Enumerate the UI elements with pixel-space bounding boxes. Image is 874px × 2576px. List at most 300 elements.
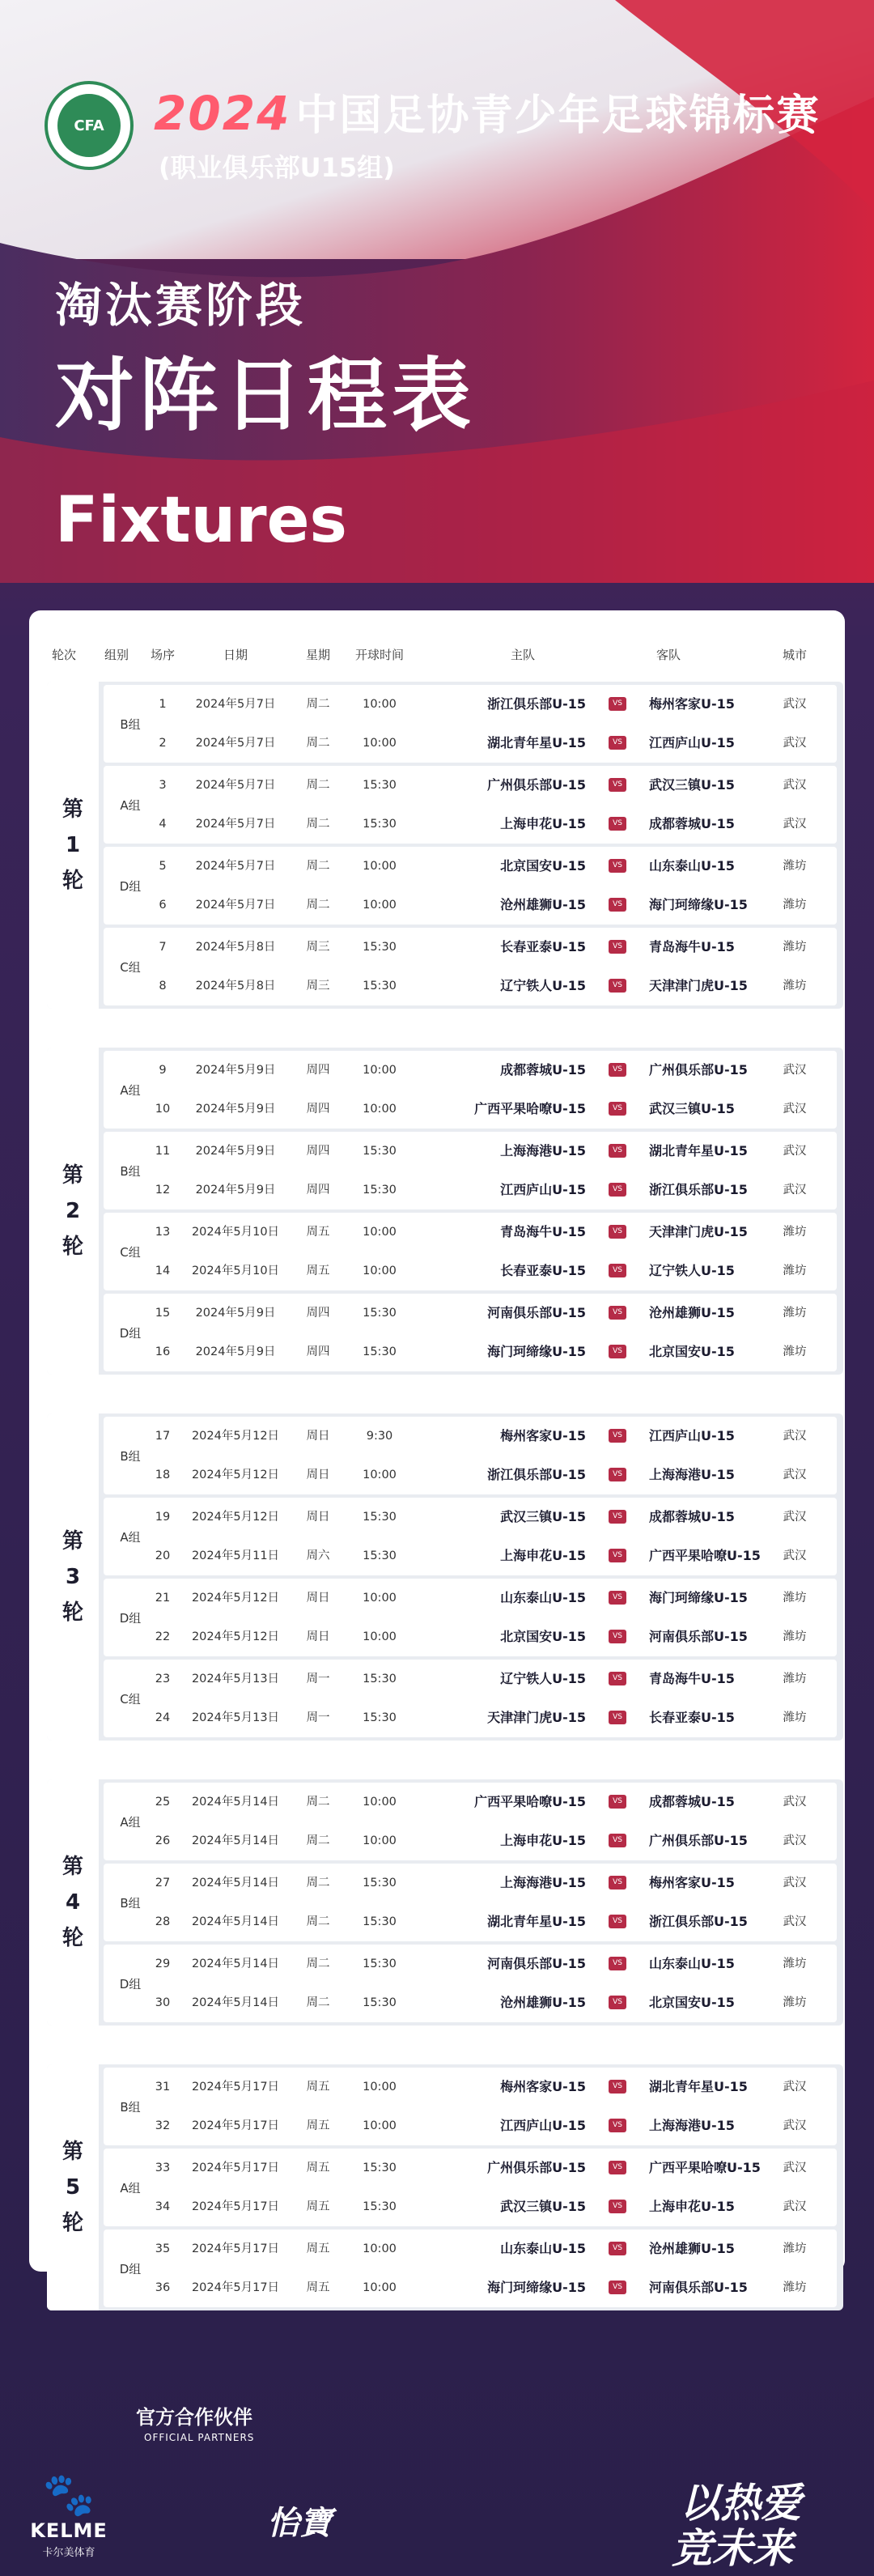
- match-weekday: 周三: [306, 980, 330, 993]
- match-date: 2024年5月9日: [195, 1184, 276, 1197]
- round-label-char: 1: [65, 833, 81, 857]
- match-date: 2024年5月14日: [191, 1796, 280, 1809]
- match-number: 1: [159, 698, 167, 711]
- group-block: [104, 1579, 837, 1656]
- away-team: 成都蓉城U-15: [649, 1794, 735, 1809]
- group-name: D组: [119, 2261, 142, 2276]
- away-team: 浙江俱乐部U-15: [649, 1914, 748, 1929]
- match-number: 29: [155, 1958, 171, 1970]
- match-date: 2024年5月10日: [191, 1226, 280, 1239]
- vs-badge: VS: [609, 979, 626, 993]
- kickoff-time: 15:30: [363, 980, 397, 993]
- home-team: 广州俱乐部U-15: [487, 2160, 586, 2175]
- column-header: 主队: [510, 648, 536, 662]
- away-team: 湖北青年星U-15: [649, 2079, 748, 2094]
- group-block: [104, 2230, 837, 2307]
- group-name: D组: [119, 1325, 142, 1341]
- match-row: [104, 685, 837, 724]
- column-header: 日期: [223, 648, 248, 662]
- match-row: [104, 1698, 837, 1737]
- match-city: 潍坊: [783, 2242, 807, 2255]
- home-team: 江西庐山U-15: [500, 2118, 586, 2133]
- match-date: 2024年5月13日: [191, 1673, 280, 1685]
- vs-badge: VS: [609, 1468, 626, 1481]
- group-name: B组: [120, 716, 141, 732]
- kickoff-time: 15:30: [363, 1996, 397, 2009]
- kickoff-time: 10:00: [363, 698, 397, 711]
- match-row: [104, 766, 837, 805]
- match-row: [104, 1090, 837, 1129]
- round-label-char: 第: [62, 1163, 83, 1188]
- match-weekday: 周五: [306, 2242, 330, 2255]
- vs-badge: VS: [609, 778, 626, 792]
- away-team: 长春亚泰U-15: [649, 1710, 735, 1725]
- match-number: 13: [155, 1226, 171, 1239]
- away-team: 广西平果哈嘹U-15: [649, 1548, 761, 1563]
- vs-badge: VS: [609, 2200, 626, 2213]
- match-row: [104, 1660, 837, 1698]
- away-team: 武汉三镇U-15: [649, 1101, 735, 1116]
- match-city: 潍坊: [783, 1592, 807, 1605]
- group-name: D组: [119, 1976, 142, 1992]
- kickoff-time: 15:30: [363, 779, 397, 792]
- match-date: 2024年5月17日: [191, 2119, 280, 2132]
- home-team: 长春亚泰U-15: [500, 1263, 586, 1278]
- home-team: 北京国安U-15: [500, 1629, 586, 1644]
- away-team: 成都蓉城U-15: [649, 1509, 735, 1524]
- match-number: 32: [155, 2119, 171, 2132]
- round-label-char: 3: [65, 1565, 81, 1589]
- home-team: 海门珂缔缘U-15: [487, 1344, 586, 1359]
- kickoff-time: 15:30: [363, 2200, 397, 2213]
- home-team: 江西庐山U-15: [500, 1182, 586, 1197]
- vs-badge: VS: [609, 1591, 626, 1605]
- home-team: 河南俱乐部U-15: [487, 1956, 586, 1971]
- match-date: 2024年5月9日: [195, 1145, 276, 1158]
- vs-badge: VS: [609, 736, 626, 750]
- home-team: 成都蓉城U-15: [500, 1062, 586, 1078]
- group-block: [104, 2149, 837, 2226]
- match-row: [104, 2268, 837, 2307]
- cfa-logo: [45, 81, 134, 170]
- home-team: 浙江俱乐部U-15: [487, 696, 586, 712]
- away-team: 浙江俱乐部U-15: [649, 1182, 748, 1197]
- match-date: 2024年5月11日: [191, 1549, 280, 1562]
- paw-icon: 🐾: [42, 2471, 95, 2519]
- round-block: [47, 1413, 843, 1741]
- away-team: 沧州雄狮U-15: [649, 2241, 735, 2256]
- match-weekday: 周五: [306, 2200, 330, 2213]
- home-team: 河南俱乐部U-15: [487, 1305, 586, 1320]
- kickoff-time: 15:30: [363, 941, 397, 954]
- match-row: [104, 2106, 837, 2145]
- kickoff-time: 15:30: [363, 1711, 397, 1724]
- match-row: [104, 2149, 837, 2187]
- home-team: 浙江俱乐部U-15: [487, 1467, 586, 1482]
- vs-badge: VS: [609, 1225, 626, 1239]
- match-number: 34: [155, 2200, 171, 2213]
- kickoff-time: 10:00: [363, 1265, 397, 1277]
- match-city: 潍坊: [783, 980, 807, 993]
- round-label-char: 第: [62, 1855, 83, 1879]
- match-weekday: 周二: [306, 698, 330, 711]
- match-weekday: 周日: [306, 1430, 330, 1443]
- match-number: 18: [155, 1469, 171, 1481]
- match-number: 14: [155, 1265, 171, 1277]
- vs-badge: VS: [609, 1996, 626, 2009]
- vs-badge: VS: [609, 2119, 626, 2132]
- match-date: 2024年5月9日: [195, 1345, 276, 1358]
- home-team: 上海申花U-15: [500, 816, 586, 831]
- kickoff-time: 10:00: [363, 737, 397, 750]
- vs-badge: VS: [609, 1345, 626, 1358]
- match-row: [104, 1051, 837, 1090]
- group-name: C组: [120, 959, 141, 975]
- match-weekday: 周五: [306, 2281, 330, 2294]
- kickoff-time: 10:00: [363, 1834, 397, 1847]
- group-name: A组: [120, 2180, 141, 2196]
- match-row: [104, 1456, 837, 1494]
- group-name: B组: [120, 1895, 141, 1911]
- match-row: [104, 1417, 837, 1456]
- match-weekday: 周二: [306, 779, 330, 792]
- column-header: 城市: [782, 648, 808, 662]
- home-team: 梅州客家U-15: [500, 2079, 586, 2094]
- group-name: C组: [120, 1691, 141, 1707]
- group-block: [104, 1051, 837, 1129]
- match-date: 2024年5月12日: [191, 1469, 280, 1481]
- match-weekday: 周一: [306, 1673, 330, 1685]
- round-block: [47, 1048, 843, 1375]
- match-number: 36: [155, 2281, 171, 2294]
- match-city: 潍坊: [783, 860, 807, 873]
- match-row: [104, 1579, 837, 1617]
- vs-badge: VS: [609, 1876, 626, 1889]
- away-team: 北京国安U-15: [649, 1995, 735, 2010]
- match-number: 19: [155, 1511, 171, 1524]
- match-city: 武汉: [783, 1877, 807, 1889]
- match-city: 武汉: [783, 2200, 807, 2213]
- home-team: 武汉三镇U-15: [500, 2199, 586, 2214]
- group-name: B组: [120, 1448, 141, 1464]
- match-city: 武汉: [783, 1184, 807, 1197]
- kickoff-time: 10:00: [363, 860, 397, 873]
- match-row: [104, 886, 837, 925]
- away-team: 北京国安U-15: [649, 1344, 735, 1359]
- match-date: 2024年5月12日: [191, 1511, 280, 1524]
- kickoff-time: 10:00: [363, 2242, 397, 2255]
- match-city: 武汉: [783, 1064, 807, 1077]
- vs-badge: VS: [609, 1630, 626, 1643]
- vs-badge: VS: [609, 1957, 626, 1970]
- match-date: 2024年5月9日: [195, 1064, 276, 1077]
- match-number: 27: [155, 1877, 171, 1889]
- kickoff-time: 10:00: [363, 1592, 397, 1605]
- match-row: [104, 1132, 837, 1171]
- match-city: 潍坊: [783, 1711, 807, 1724]
- vs-badge: VS: [609, 1063, 626, 1077]
- match-row: [104, 1983, 837, 2022]
- yibao-logo: 怡寶: [267, 2505, 332, 2542]
- match-city: 武汉: [783, 2081, 807, 2094]
- match-number: 5: [159, 860, 167, 873]
- match-city: 武汉: [783, 1145, 807, 1158]
- match-date: 2024年5月14日: [191, 1996, 280, 2009]
- tournament-title: [154, 81, 820, 142]
- match-weekday: 周四: [306, 1064, 330, 1077]
- match-city: 潍坊: [783, 1265, 807, 1277]
- match-number: 22: [155, 1630, 171, 1643]
- kickoff-time: 9:30: [366, 1430, 393, 1443]
- match-row: [104, 2187, 837, 2226]
- kickoff-time: 15:30: [363, 1673, 397, 1685]
- match-date: 2024年5月9日: [195, 1307, 276, 1320]
- group-block: [104, 1213, 837, 1290]
- away-team: 上海海港U-15: [649, 2118, 735, 2133]
- home-team: 山东泰山U-15: [500, 1590, 586, 1605]
- match-row: [104, 967, 837, 1005]
- match-weekday: 周二: [306, 1996, 330, 2009]
- match-date: 2024年5月7日: [195, 698, 276, 711]
- round-label-char: 第: [62, 797, 83, 822]
- match-row: [104, 1945, 837, 1983]
- group-block: [104, 1294, 837, 1371]
- group-block: [104, 928, 837, 1005]
- column-header: 开球时间: [354, 648, 405, 662]
- match-city: 武汉: [783, 1796, 807, 1809]
- round-label-char: 4: [65, 1890, 81, 1915]
- group-block: [104, 1660, 837, 1737]
- group-name: D组: [119, 878, 142, 894]
- round-label-char: 第: [62, 2140, 83, 2164]
- home-team: 上海申花U-15: [500, 1833, 586, 1848]
- match-weekday: 周四: [306, 1103, 330, 1116]
- away-team: 青岛海牛U-15: [649, 939, 735, 954]
- match-number: 24: [155, 1711, 171, 1724]
- away-team: 广州俱乐部U-15: [649, 1833, 748, 1848]
- match-row: [104, 805, 837, 844]
- kickoff-time: 15:30: [363, 2162, 397, 2174]
- vs-badge: VS: [609, 898, 626, 912]
- match-row: [104, 1333, 837, 1371]
- match-row: [104, 1294, 837, 1333]
- match-date: 2024年5月9日: [195, 1103, 276, 1116]
- match-number: 7: [159, 941, 167, 954]
- kickoff-time: 10:00: [363, 1796, 397, 1809]
- home-team: 山东泰山U-15: [500, 2241, 586, 2256]
- away-team: 江西庐山U-15: [649, 1428, 735, 1443]
- vs-badge: VS: [609, 1834, 626, 1847]
- match-date: 2024年5月7日: [195, 818, 276, 831]
- match-row: [104, 1213, 837, 1252]
- round-label-char: 轮: [62, 1926, 83, 1950]
- match-date: 2024年5月7日: [195, 779, 276, 792]
- away-team: 广西平果哈嘹U-15: [649, 2160, 761, 2175]
- group-name: C组: [120, 1244, 141, 1260]
- kickoff-time: 15:30: [363, 1345, 397, 1358]
- home-team: 海门珂缔缘U-15: [487, 2280, 586, 2295]
- round-label-char: 轮: [62, 1235, 83, 1259]
- match-row: [104, 2068, 837, 2106]
- kickoff-time: 10:00: [363, 899, 397, 912]
- match-weekday: 周三: [306, 941, 330, 954]
- kickoff-time: 10:00: [363, 2081, 397, 2094]
- match-city: 武汉: [783, 1103, 807, 1116]
- match-row: [104, 1902, 837, 1941]
- match-date: 2024年5月17日: [191, 2081, 280, 2094]
- match-weekday: 周一: [306, 1711, 330, 1724]
- kickoff-time: 10:00: [363, 2281, 397, 2294]
- vs-badge: VS: [609, 2281, 626, 2294]
- kickoff-time: 15:30: [363, 1915, 397, 1928]
- column-header: 组别: [104, 648, 129, 662]
- group-block: [104, 1132, 837, 1209]
- round-label-char: 第: [62, 1529, 83, 1554]
- match-date: 2024年5月17日: [191, 2281, 280, 2294]
- vs-badge: VS: [609, 1429, 626, 1443]
- match-city: 武汉: [783, 1549, 807, 1562]
- round-label: [47, 1779, 99, 2026]
- match-number: 16: [155, 1345, 171, 1358]
- match-row: [104, 2230, 837, 2268]
- vs-badge: VS: [609, 1510, 626, 1524]
- match-date: 2024年5月7日: [195, 899, 276, 912]
- match-weekday: 周五: [306, 2081, 330, 2094]
- home-team: 武汉三镇U-15: [500, 1509, 586, 1524]
- match-row: [104, 724, 837, 763]
- round-block: [47, 2064, 843, 2310]
- match-number: 30: [155, 1996, 171, 2009]
- match-date: 2024年5月7日: [195, 860, 276, 873]
- match-weekday: 周四: [306, 1345, 330, 1358]
- kickoff-time: 15:30: [363, 1549, 397, 1562]
- round-label-char: 5: [65, 2175, 81, 2200]
- match-date: 2024年5月17日: [191, 2242, 280, 2255]
- away-team: 山东泰山U-15: [649, 1956, 735, 1971]
- match-date: 2024年5月7日: [195, 737, 276, 750]
- home-team: 广西平果哈嘹U-15: [474, 1101, 586, 1116]
- slogan-line-2: 竞未来: [672, 2525, 793, 2572]
- match-date: 2024年5月12日: [191, 1592, 280, 1605]
- home-team: 北京国安U-15: [500, 858, 586, 874]
- kickoff-time: 10:00: [363, 1064, 397, 1077]
- title-main: 中国足协青少年足球锦标赛: [295, 91, 821, 140]
- vs-badge: VS: [609, 2242, 626, 2255]
- match-weekday: 周日: [306, 1630, 330, 1643]
- match-weekday: 周二: [306, 1958, 330, 1970]
- match-date: 2024年5月17日: [191, 2162, 280, 2174]
- group-name: D组: [119, 1610, 142, 1626]
- away-team: 湖北青年星U-15: [649, 1143, 748, 1158]
- match-weekday: 周日: [306, 1469, 330, 1481]
- home-team: 广州俱乐部U-15: [487, 777, 586, 793]
- vs-badge: VS: [609, 1915, 626, 1928]
- match-number: 10: [155, 1103, 171, 1116]
- group-block: [104, 1783, 837, 1860]
- tournament-subtitle: (职业俱乐部U15组): [159, 152, 395, 183]
- match-city: 武汉: [783, 1511, 807, 1524]
- match-row: [104, 847, 837, 886]
- round-block: [47, 682, 843, 1009]
- away-team: 海门珂缔缘U-15: [649, 897, 748, 912]
- match-city: 武汉: [783, 1834, 807, 1847]
- match-weekday: 周六: [306, 1549, 330, 1562]
- match-number: 25: [155, 1796, 171, 1809]
- home-team: 上海申花U-15: [500, 1548, 586, 1563]
- match-weekday: 周二: [306, 1915, 330, 1928]
- away-team: 成都蓉城U-15: [649, 816, 735, 831]
- match-number: 21: [155, 1592, 171, 1605]
- group-block: [104, 1945, 837, 2022]
- away-team: 广州俱乐部U-15: [649, 1062, 748, 1078]
- match-city: 潍坊: [783, 899, 807, 912]
- match-city: 武汉: [783, 1915, 807, 1928]
- match-number: 17: [155, 1430, 171, 1443]
- match-row: [104, 928, 837, 967]
- match-city: 武汉: [783, 1430, 807, 1443]
- kickoff-time: 15:30: [363, 1958, 397, 1970]
- away-team: 上海申花U-15: [649, 2199, 735, 2214]
- column-header: 客队: [656, 648, 681, 662]
- home-team: 湖北青年星U-15: [487, 1914, 586, 1929]
- vs-badge: VS: [609, 2161, 626, 2174]
- away-team: 梅州客家U-15: [649, 696, 735, 712]
- match-date: 2024年5月13日: [191, 1711, 280, 1724]
- match-row: [104, 1171, 837, 1209]
- match-weekday: 周二: [306, 737, 330, 750]
- fixtures-table: [29, 610, 845, 2295]
- match-city: 潍坊: [783, 1996, 807, 2009]
- slogan-line-1: 以热爱: [680, 2480, 801, 2527]
- vs-badge: VS: [609, 1795, 626, 1809]
- kelme-name-cn: 卡尔美体育: [42, 2547, 95, 2559]
- match-number: 11: [155, 1145, 171, 1158]
- home-team: 湖北青年星U-15: [487, 735, 586, 750]
- match-weekday: 周四: [306, 1145, 330, 1158]
- away-team: 海门珂缔缘U-15: [649, 1590, 748, 1605]
- match-weekday: 周二: [306, 899, 330, 912]
- match-row: [104, 1783, 837, 1821]
- away-team: 山东泰山U-15: [649, 858, 735, 874]
- vs-badge: VS: [609, 1549, 626, 1562]
- group-name: B组: [120, 1163, 141, 1179]
- vs-badge: VS: [609, 940, 626, 954]
- match-weekday: 周二: [306, 1834, 330, 1847]
- match-weekday: 周二: [306, 1877, 330, 1889]
- column-header: 星期: [305, 648, 331, 662]
- away-team: 梅州客家U-15: [649, 1875, 735, 1890]
- home-team: 辽宁铁人U-15: [500, 1671, 586, 1686]
- match-weekday: 周五: [306, 1226, 330, 1239]
- match-number: 35: [155, 2242, 171, 2255]
- match-city: 潍坊: [783, 1226, 807, 1239]
- match-row: [104, 1537, 837, 1575]
- title-year: 2024: [154, 86, 291, 141]
- away-team: 天津津门虎U-15: [649, 1224, 748, 1239]
- stage-label: 淘汰赛阶段: [55, 278, 307, 333]
- match-number: 26: [155, 1834, 171, 1847]
- kickoff-time: 15:30: [363, 1877, 397, 1889]
- round-block: [47, 1779, 843, 2026]
- home-team: 沧州雄狮U-15: [500, 1995, 586, 2010]
- match-date: 2024年5月8日: [195, 941, 276, 954]
- kickoff-time: 10:00: [363, 1469, 397, 1481]
- round-label: [47, 1048, 99, 1375]
- match-number: 15: [155, 1307, 171, 1320]
- match-weekday: 周五: [306, 2119, 330, 2132]
- match-number: 2: [159, 737, 167, 750]
- home-team: 天津津门虎U-15: [487, 1710, 586, 1725]
